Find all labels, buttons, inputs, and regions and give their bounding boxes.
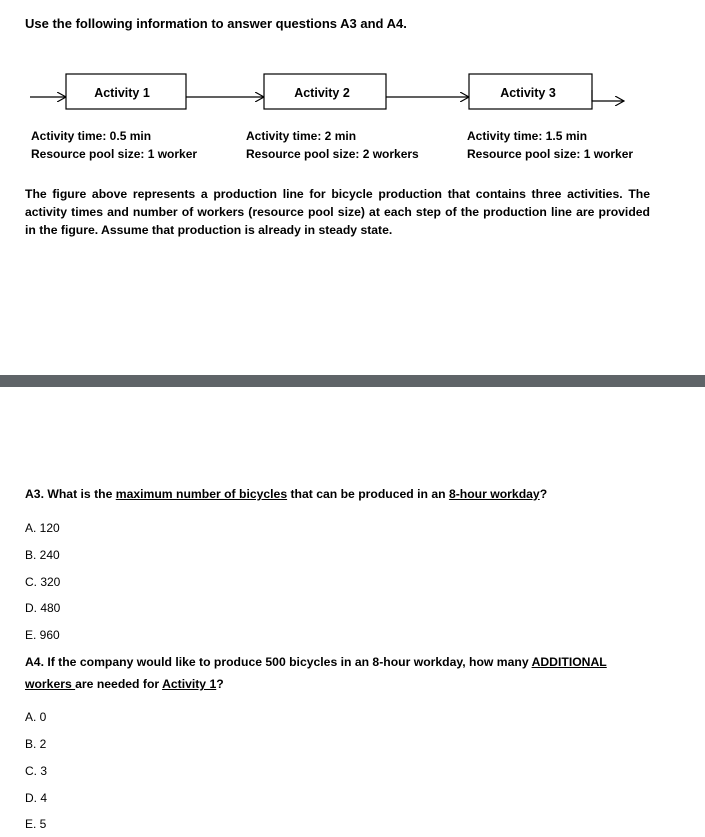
activity-1-time: Activity time: 0.5 min: [31, 129, 152, 143]
description-paragraph: The figure above represents a production line for bicycle production that contains three activities. The activity times and number of workers (resource pool size) at each step of the production line are provided in the figure. Assume that production is already in steady state.: [25, 187, 650, 237]
intro-text: Use the following information to answer questions A3 and A4.: [25, 16, 407, 31]
activity-3-pool: Resource pool size: 1 worker: [467, 147, 634, 161]
q3-underline-max: maximum number of bicycles: [115, 487, 288, 501]
activity-2-pool: Resource pool size: 2 workers: [246, 147, 419, 161]
q3-option-d[interactable]: D. 480: [25, 601, 61, 615]
q3-option-c[interactable]: C. 320: [25, 575, 61, 589]
activity-3-info: [467, 127, 633, 163]
q3-option-a[interactable]: A. 120: [25, 521, 60, 535]
activity-1-pool: Resource pool size: 1 worker: [31, 147, 198, 161]
activity-2-info: [246, 127, 419, 163]
q4-option-a[interactable]: A. 0: [25, 710, 47, 724]
q4-option-c[interactable]: C. 3: [25, 764, 48, 778]
q4-option-e[interactable]: E. 5: [25, 817, 47, 831]
q3-option-e[interactable]: E. 960: [25, 628, 60, 642]
question-a3: A3. What is the maximum number of bicycles that can be produced in an 8-hour workday?: [25, 487, 548, 501]
activity-1-label: Activity 1: [94, 86, 150, 100]
q4-underline-activity1: Activity 1: [162, 677, 217, 691]
activity-2-label: Activity 2: [294, 86, 350, 100]
activity-3-time: Activity time: 1.5 min: [467, 129, 588, 143]
question-a4: A4. If the company would like to produce 500 bicycles in an 8-hour workday, how many ADDITIONAL workers are needed for Activity 1?: [25, 655, 607, 691]
q4-underline-additional: ADDITIONAL workers: [25, 655, 607, 691]
q4-option-b[interactable]: B. 2: [25, 737, 47, 751]
q4-option-d[interactable]: D. 4: [25, 791, 48, 805]
q3-underline-workday: 8-hour workday: [448, 487, 540, 501]
output-arrow: [592, 90, 624, 101]
q3-option-b[interactable]: B. 240: [25, 548, 60, 562]
activity-1-info: [31, 127, 197, 163]
production-line-diagram: [0, 60, 705, 120]
page-divider: [0, 375, 705, 387]
activity-3-label: Activity 3: [500, 86, 556, 100]
activity-2-time: Activity time: 2 min: [246, 129, 357, 143]
